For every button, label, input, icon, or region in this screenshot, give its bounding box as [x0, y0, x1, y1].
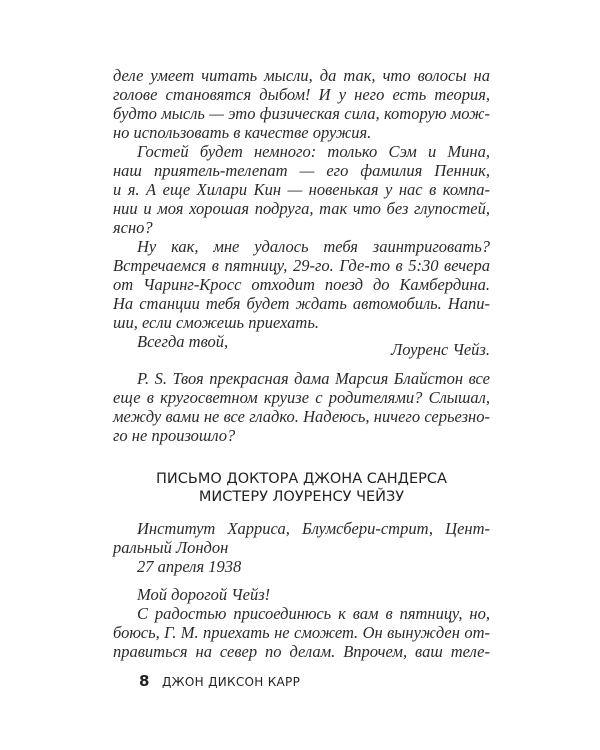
closing: Всегда твой,: [137, 332, 229, 351]
text-line: Ну как, мне удалось тебя заинтриговать?: [137, 237, 490, 256]
text-line: На станции тебя будет ждать автомобиль. Напи-: [113, 294, 490, 313]
address-line: ральный Лондон: [113, 538, 229, 557]
heading-line: МИСТЕРУ ЛОУРЕНСУ ЧЕЙЗУ: [198, 489, 405, 505]
address-line: Институт Харриса, Блумсбери-стрит, Цент-: [137, 519, 490, 538]
text-line: С радостью присоединюсь к вам в пятницу, но,: [137, 604, 490, 623]
text-line: правиться на север по делам. Впрочем, ваш теле-: [113, 642, 490, 661]
signature: Лоуренс Чейз.: [391, 340, 490, 359]
text-line: но использовать в качестве оружия.: [113, 123, 372, 142]
date-line: 27 апреля 1938: [137, 557, 242, 576]
text-line: и я. А еще Хилари Кин — новенькая у нас в компа-: [113, 180, 490, 199]
postscript-line: между вами не все гладко. Надеюсь, ничего серьезно-: [113, 407, 490, 426]
text-line: наш приятель-телепат — его фамилия Пенник,: [113, 161, 490, 180]
salutation: Мой дорогой Чейз!: [137, 585, 271, 604]
postscript-line: еще в кругосветном круизе с родителями? Слышал,: [113, 388, 490, 407]
text-line: нии и моя хорошая подруга, так что без глупостей,: [113, 199, 490, 218]
text-line: деле умеет читать мысли, да так, что волосы на: [113, 66, 490, 85]
text-line: ясно?: [113, 218, 153, 237]
text-line: от Чаринг-Кросс отходит поезд до Камбердина.: [113, 275, 490, 294]
postscript-line: го не произошло?: [113, 426, 236, 445]
running-author: ДЖОН ДИКСОН КАРР: [162, 675, 301, 689]
text-line: Встречаемся в пятницу, 29-го. Где-то в 5:30 вечера: [113, 256, 490, 275]
heading-line: ПИСЬМО ДОКТОРА ДЖОНА САНДЕРСА: [156, 471, 447, 487]
text-line: будто мысль — это физическая сила, которую мож-: [113, 104, 490, 123]
text-line: боюсь, Г. М. приехать не сможет. Он вынужден от-: [113, 623, 490, 642]
text-line: Гостей будет немного: только Сэм и Мина,: [137, 142, 490, 161]
text-line: голове становятся дыбом! И у него есть теория,: [113, 85, 490, 104]
text-line: ши, если сможешь приехать.: [113, 313, 319, 332]
postscript-line: P. S. Твоя прекрасная дама Марсия Блайстон все: [137, 369, 490, 388]
page-number: 8: [139, 672, 150, 690]
